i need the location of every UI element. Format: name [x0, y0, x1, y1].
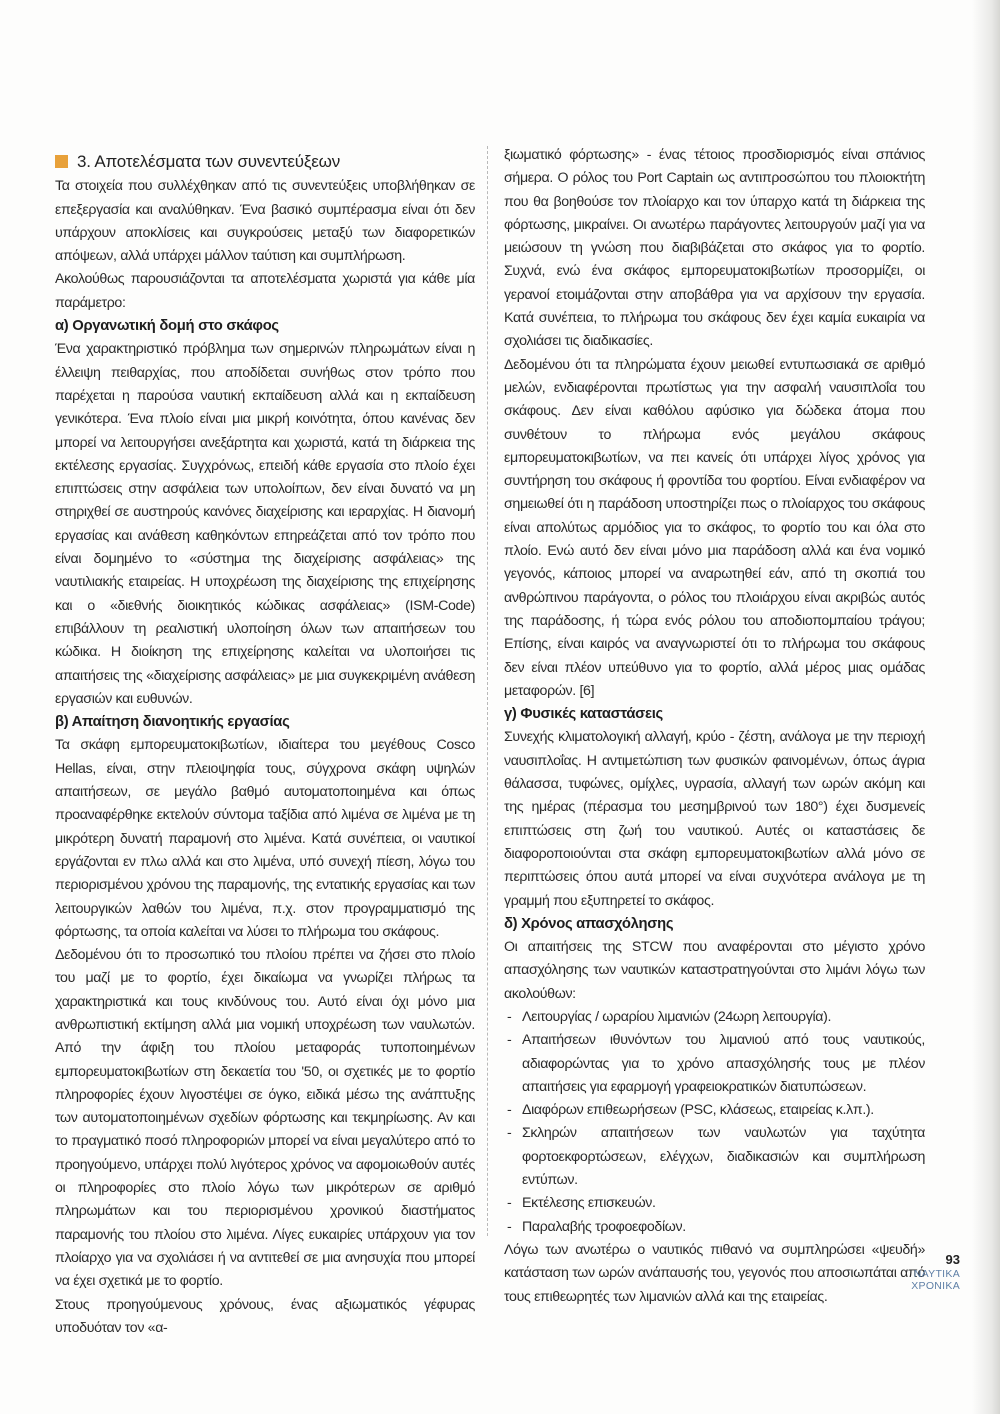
right-column: [504, 144, 925, 1309]
subsection-d-outro: Λόγω των ανωτέρω ο ναυτικός πιθανό να συμπληρώσει «ψευδή» κατάσταση των ωρών ανάπαυσής του, γεγονός που αποσιωπάται από τους επιθεωρητές των λιμανιών αλλά και της εταιρείας.: [504, 1241, 925, 1305]
subsection-b-text-2: Δεδομένου ότι το προσωπικό του πλοίου πρέπει να ζήσει στο πλοίο του μαζί με το φορτίο, έχει δικαίωμα να γνωρίζει πλήρως τα χαρακτηριστικά και τους κινδύνους του. Αυτό είναι όχι μόνο μια ανθρωπιστική εκτίμηση αλλά μια νομική υποχρέωση των ναυλωτών. Από την άφιξη του πλοίου μεταφοράς τυποποιημένων εμπορευματοκιβωτίων στη δεκαετία του '50, οι σχετικές με το φορτίο πληροφορίες έχουν λιγοστέψει σε όγκο, ειδικά μέσω της ανάπτυξης των αυτοματοποιημένων σχεδίων φόρτωσης και τεκμηρίωσης. Αν και το πραγματικό ποσό πληροφοριών μπορεί να είναι μεγαλύτερο από το προηγούμενο, υπάρχει πολύ λιγότερος χρόνος να αφομοιωθούν αυτές οι πληροφορίες στο πλοίο λόγω των μικρότερων σε αριθμό πληρωμάτων και του περιορισμένου χρονικού διαστήματος παραμονής του πλοίου στο λιμένα. Λίγες ευκαιρίες υπάρχουν για τον πλοίαρχο για να σχολιάσει ή να αντιτεθεί σε μια ανησυχία που μπορεί να έχει σχετικά με το φορτίο.: [55, 947, 475, 1290]
subsection-b-title: β) Απαίτηση διανοητικής εργασίας: [55, 714, 290, 731]
intro-paragraph-2: Ακολούθως παρουσιάζονται τα αποτελέσματα χωριστά για κάθε μία παράμετρο:: [55, 271, 475, 311]
section-heading: [55, 150, 475, 173]
continued-paragraph: ξιωματικό φόρτωσης» - ένας τέτοιος προσδιορισμός είναι σπάνιος σήμερα. Ο ρόλος του Port Captain ως αντιπροσώπου του πλοιοκτήτη που θα βοηθούσε τον πλοίαρχο και τον ύπαρχο κατά τη διάρκεια της φόρτωσης, μικραίνει. Οι ανωτέρω παράγοντες λειτουργούν μαζί για να μειώσουν τη γνώση που διαβιβάζεται στο σκάφος για το φορτίο. Συχνά, ενώ ένα σκάφος εμπορευματοκιβωτίων προσορμίζει, οι γερανοί ετοιμάζονται στην αποβάθρα για να αρχίσουν την εργασία. Κατά συνέπεια, το πλήρωμα του σκάφους δεν έχει καμία ευκαιρία να σχολιάσει τις διαδικασίες.: [504, 147, 925, 350]
subsection-a-title: α) Οργανωτική δομή στο σκάφος: [55, 318, 279, 335]
subsection-d-intro: Οι απαιτήσεις της STCW που αναφέρονται στο μέγιστο χρόνο απασχόλησης των ναυτικών καταστρατηγούνται στο λιμάνι λόγω των ακολούθων:: [504, 939, 925, 1002]
subsection-b-text-1: Τα σκάφη εμπορευματοκιβωτίων, ιδιαίτερα του μεγέθους Cosco Hellas, είναι, στην πλειοψηφία τους, σύγχρονα σκάφη υψηλών απαιτήσεων, σε μεγάλο βαθμό αυτοματοποιημένα και όπως προαναφέρθηκε εκτελούν σύντομα ταξίδια από λιμένα σε λιμένα με τη μικρότερη δυνατή παραμονή στο λιμένα. Κατά συνέπεια, οι ναυτικοί εργάζονται εν πλω αλλά και στο λιμένα, υπό συνεχή πίεση, λόγω του περιορισμένου χρόνου της παραμονής, της εντατικής εργασίας και των λειτουργικών λαθών του λιμένα, π.χ. στον προγραμματισμό της φόρτωσης, τα οποία καλείται να λύσει το πλήρωμα του σκάφους.: [55, 737, 475, 940]
list-item: - Παραλαβής τροφοεφοδίων.: [504, 1216, 925, 1239]
page-folio: [905, 1252, 960, 1292]
hours-factors-list: [504, 1006, 925, 1239]
section-title: 3. Αποτελέσματα των συνεντεύξεων: [77, 152, 341, 171]
magazine-name-line-2: ΧΡΟΝΙΚΑ: [911, 1280, 960, 1292]
subsection-c-title: γ) Φυσικές καταστάσεις: [504, 706, 663, 723]
list-item: - Λειτουργίας / ωραρίου λιμανιών (24ωρη λειτουργία).: [504, 1006, 925, 1029]
subsection-c-text: Συνεχής κλιματολογική αλλαγή, κρύο - ζέστη, ανάλογα με την περιοχή ναυσιπλοΐας. Η αντιμετώπιση των φυσικών φαινομένων, όπως άγρια θάλασσα, τυφώνες, ομίχλες, υγρασία, αλλαγή των ωρών ακόμη και της ημέρας (πέρασμα του μεσημβρινού των 180°) έχει δυσμενείς επιπτώσεις στη ζωή του ναυτικού. Αυτές οι καταστάσεις δε διαφοροποιούνται στα σκάφη εμπορευματοκιβωτίων αλλά μόνο σε περιπτώσεις όπου αυτά μπορεί να είναι συχνότερα ανάλογα με τη γραμμή που εξυπηρετεί το σκάφος.: [504, 729, 925, 909]
list-item: - Εκτέλεσης επισκευών.: [504, 1192, 925, 1215]
page-number: 93: [945, 1252, 960, 1267]
column-divider: [487, 146, 488, 1236]
list-item: - Διαφόρων επιθεωρήσεων (PSC, κλάσεως, εταιρείας κ.λπ.).: [504, 1099, 925, 1122]
page-edge-shadow: [972, 0, 1000, 1414]
left-column: [55, 140, 475, 1340]
intro-paragraph: Τα στοιχεία που συλλέχθηκαν από τις συνεντεύξεις υποβλήθηκαν σε επεξεργασία και αναλύθηκαν. Ένα βασικό συμπέρασμα είναι ότι δεν υπάρχουν αποκλίσεις και συγκρούσεις μεταξύ των διαφορετικών απόψεων, αλλά υπάρχει μάλλον ταύτιση και συμπλήρωση.: [55, 178, 475, 265]
continued-paragraph-2: Δεδομένου ότι τα πληρώματα έχουν μειωθεί εντυπωσιακά σε αριθμό μελών, ενδιαφέρονται πρωτίστως για την ασφαλή ναυσιπλοΐα του σκάφους. Δεν είναι καθόλου αφύσικο για δώδεκα άτομα που συνθέτουν το πλήρωμα ενός μεγάλου σκάφους εμπορευματοκιβωτίων, να πει κανείς ότι υπάρχει λίγος χρόνος για συντήρηση του σκάφους ή φροντίδα του φορτίου. Είναι ενδιαφέρον να σημειωθεί ότι η παράδοση υποστηρίζει πως ο πλοίαρχος του σκάφους είναι απολύτως αρμόδιος για το σκάφος, το φορτίο του και όλα στο πλοίο. Ενώ αυτό δεν είναι μόνο μια παράδοση αλλά και ένα νομικό γεγονός, κάποιος μπορεί να αναρωτηθεί εάν, από τη σκοπιά του ανθρώπινου παράγοντα, ο ρόλος του πλοιάρχου είναι ακριβώς αυτός της παράδοσης, ή τώρα ενός ρόλου του αποδιοπομπαίου τράγου; Επίσης, είναι καιρός να αναγνωριστεί ότι το πλήρωμα του σκάφους δεν είναι πλέον υπεύθυνο για το φορτίο, αλλά μέρος μιας ομάδας μεταφορών. [6]: [504, 356, 925, 699]
magazine-name-line-1: ΝΑΥΤΙΚΑ: [913, 1268, 960, 1280]
subsection-d-title: δ) Χρόνος απασχόλησης: [504, 915, 674, 932]
section-marker-square-icon: [55, 155, 68, 168]
subsection-b-text-3: Στους προηγούμενους χρόνους, ένας αξιωματικός γέφυρας υποδυόταν τον «α-: [55, 1296, 475, 1336]
list-item: - Σκληρών απαιτήσεων των ναυλωτών για ταχύτητα φορτοεκφορτώσεων, ελέγχων, διαδικασιών και συμπλήρωση εντύπων.: [504, 1122, 925, 1192]
list-item: - Απαιτήσεων ιθυνόντων του λιμανιού από τους ναυτικούς, αδιαφορώντας για το χρόνο απασχόλησής τους με πλέον απαιτήσεις για εφαρμογή γραφειοκρατικών διατυπώσεων.: [504, 1029, 925, 1099]
subsection-a-text: Ένα χαρακτηριστικό πρόβλημα των σημερινών πληρωμάτων είναι η έλλειψη πειθαρχίας, που αποδίδεται συνήθως στον τρόπο που παρέχεται η παρούσα ναυτική εκπαίδευση αλλά και η εκπαίδευση γενικότερα. Ένα πλοίο είναι μια μικρή κοινότητα, όπου κανένας δεν μπορεί να λειτουργήσει ανεξάρτητα και χωριστά, κατά τη διάρκεια της εκτέλεσης εργασίας. Συγχρόνως, επειδή κάθε εργασία στο πλοίο έχει επιπτώσεις στην ασφάλεια των υπολοίπων, δεν είναι δυνατό να μη στηριχθεί σε αυστηρούς κανόνες διαχείρισης και ιεραρχίας. Η διανομή εργασίας και ανάθεση καθηκόντων επηρεάζεται από τον τρόπο που είναι δομημένο το «σύστημα της διαχείρισης ασφάλειας» της ναυτιλιακής εταιρείας. Η υποχρέωση της διαχείρισης της επιχείρησης και ο «διεθνής διοικητικός κώδικας ασφάλειας» (ISM-Code) επιβάλλουν τη ρεαλιστική υλοποίηση όλων των απαιτήσεων του κώδικα. Η διοίκηση της επιχείρησης καλείται να υλοποιήσει τις απαιτήσεις της «διαχείρισης ασφάλειας» με μια συγκεκριμένη ανάθεση εργασιών και ευθυνών.: [55, 341, 475, 707]
